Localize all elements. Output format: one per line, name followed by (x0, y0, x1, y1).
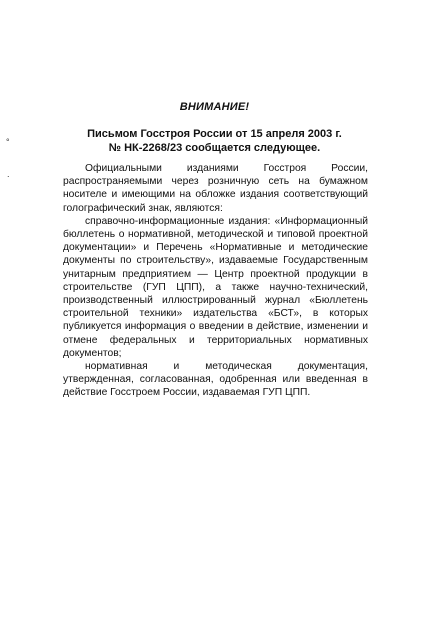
warning-heading: ВНИМАНИЕ! (179, 101, 250, 113)
letter-reference (60, 127, 369, 155)
paragraph-intro: Официальными изданиями Госстроя России, распространяемыми через розничную сеть на бумажном носителе и имеющими на обложке издания соответствующий голографический знак, являются: (63, 163, 368, 214)
paragraph-reference-publications: справочно-информационные издания: «Информационный бюллетень о нормативной, методической и типовой проектной документации» и Перечень «Нормативные и методические документы по строительству», издаваемые Государственным унитарным предприятием — Центр проектной продукции в строительстве (ГУП ЦПП), а также научно-технический, производственный иллюстрированный журнал «Бюллетень строительной техники» издательства «БСТ», в которых публикуется информация о введении в действие, изменении и отмене федеральных и территориальных нормативных документов; (63, 215, 368, 359)
margin-mark: ° (6, 137, 10, 147)
letter-reference-line-1: Письмом Госстроя России от 15 апреля 2003 г. (87, 128, 342, 140)
paragraph-normative-documents: нормативная и методическая документация, утвержденная, согласованная, одобренная или введенная в действие Госстроем России, издаваемая ГУП ЦПП. (63, 361, 368, 399)
letter-reference-line-2: № НК-2268/23 сообщается следующее. (108, 142, 321, 154)
margin-mark: . (7, 169, 10, 179)
body-text (63, 162, 368, 400)
